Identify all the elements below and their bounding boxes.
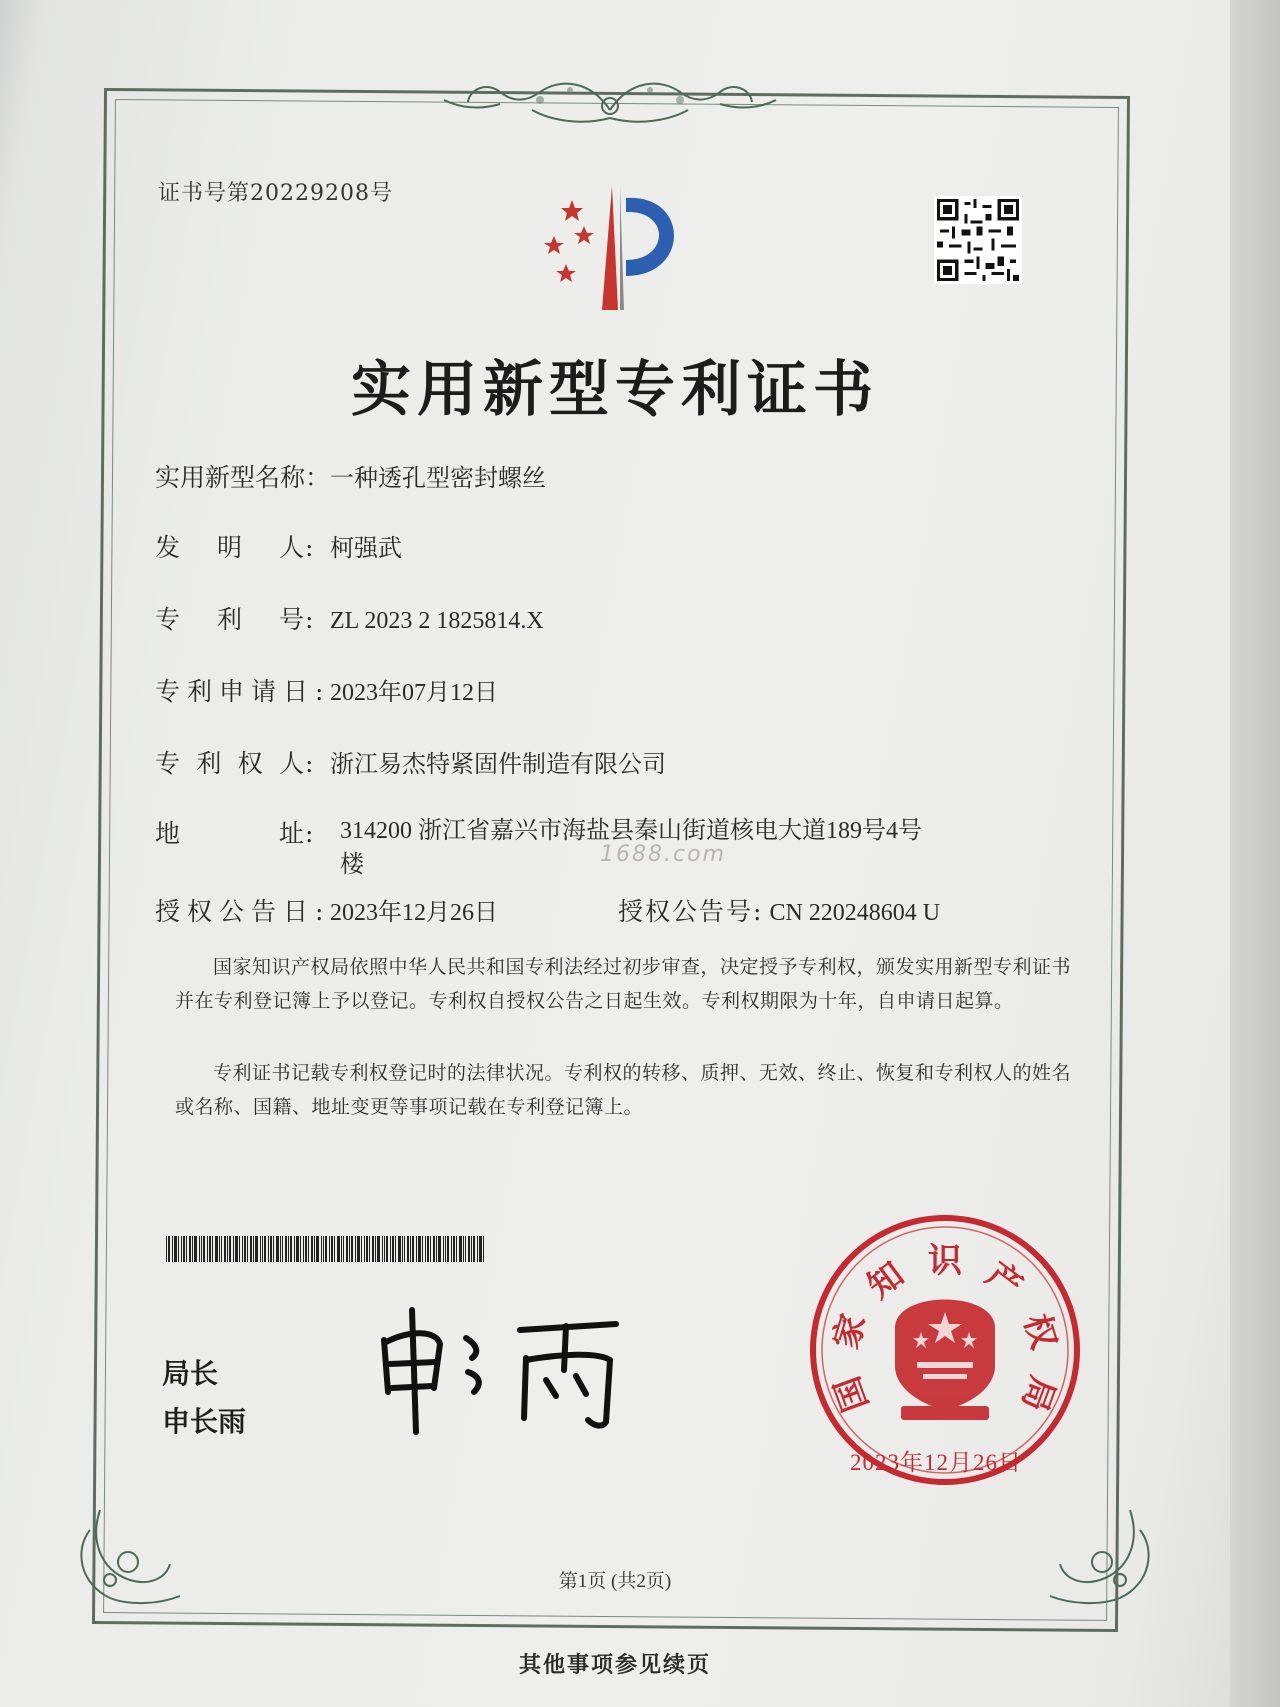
barcode-icon [166,1236,488,1262]
statement-paragraph-2: 专利证书记载专利权登记时的法律状况。专利权的转移、质押、无效、终止、恢复和专利权人的姓名或名称、国籍、地址变更等事项记载在专利登记簿上。 [175,1062,1072,1118]
grant-date-label: 授权公告日: [155,897,331,926]
qr-code-icon [934,196,1022,284]
grant-date-row [155,892,498,928]
inventor-row [155,528,402,564]
grant-number-row [618,892,940,928]
inventor-label-char: 发 [155,533,182,562]
patent-number-label-char: 号 [278,605,305,634]
ornament-icon [1040,1500,1160,1610]
filing-date-value: 2023年07月12日 [330,680,498,706]
page-indicator: 第1页 (共2页) [558,1571,672,1592]
patentee-value: 浙江易杰特紧固件制造有限公司 [330,752,666,778]
seal-char: 识 [928,1241,962,1281]
patent-number-label-char: 专 [155,605,182,634]
address-label-char: 址 [278,819,305,848]
address-colon: : [305,819,315,848]
certificate-number: 证书号第20229208号 [158,181,393,206]
inventor-value: 柯强武 [330,536,402,562]
grant-number-label: 授权公告号: [618,897,764,926]
seal-char: 知 [860,1254,912,1307]
patentee-row [155,744,666,780]
patent-number-colon: : [305,605,315,634]
address-value: 314200 浙江省嘉兴市海盐县秦山街道核电大道189号4号楼 [340,818,922,878]
seal-char: 局 [1013,1371,1063,1417]
utility-model-name-value: 一种透孔型密封螺丝 [330,466,547,492]
statement-paragraph-1: 国家知识产权局依照中华人民共和国专利法经过初步审查，决定授予专利权，颁发实用新型专利证书并在专利登记簿上予以登记。专利权自授权公告之日起生效。专利权期限为十年，自申请日起算。 [175,956,1072,1012]
director-name: 申长雨 [162,1405,247,1438]
grant-date-value: 2023年12月26日 [330,900,498,926]
filing-date-label: 专利申请日: [155,677,331,706]
patent-number-value: ZL 2023 2 1825814.X [330,608,544,634]
patent-logo-icon [520,180,710,320]
patentee-label-char: 权 [237,749,264,778]
patent-number-label-char: 利 [216,605,243,634]
seal-char: 家 [826,1309,875,1354]
address-label-char: 地 [155,819,182,848]
address-row [155,814,330,850]
ornament-icon [70,1500,190,1610]
seal-char: 国 [827,1371,877,1417]
seal-date: 2023年12月26日 [850,1450,1022,1475]
filing-date-row [155,672,498,708]
patentee-label-char: 人 [278,749,305,778]
patentee-colon: : [305,749,315,778]
signature-icon [370,1300,640,1440]
paper-edge [1230,0,1280,1707]
patentee-label-char: 利 [196,749,223,778]
director-title: 局长 [162,1357,219,1390]
seal-char: 产 [978,1254,1030,1307]
utility-model-name-row [155,458,546,494]
inventor-label-char: 人 [278,533,305,562]
page-title: 实用新型专利证书 [351,355,879,425]
watermark: 1688.com [600,842,726,867]
continued-note: 其他事项参见续页 [518,1652,711,1678]
patent-number-row [155,600,544,636]
patentee-label-char: 专 [155,749,182,778]
inventor-colon: : [305,533,315,562]
grant-number-value: CN 220248604 U [769,900,941,926]
inventor-label-char: 明 [216,533,243,562]
utility-model-name-label: 实用新型名称： [155,463,331,492]
ornament-icon [440,70,780,134]
seal-char: 权 [1015,1309,1064,1354]
